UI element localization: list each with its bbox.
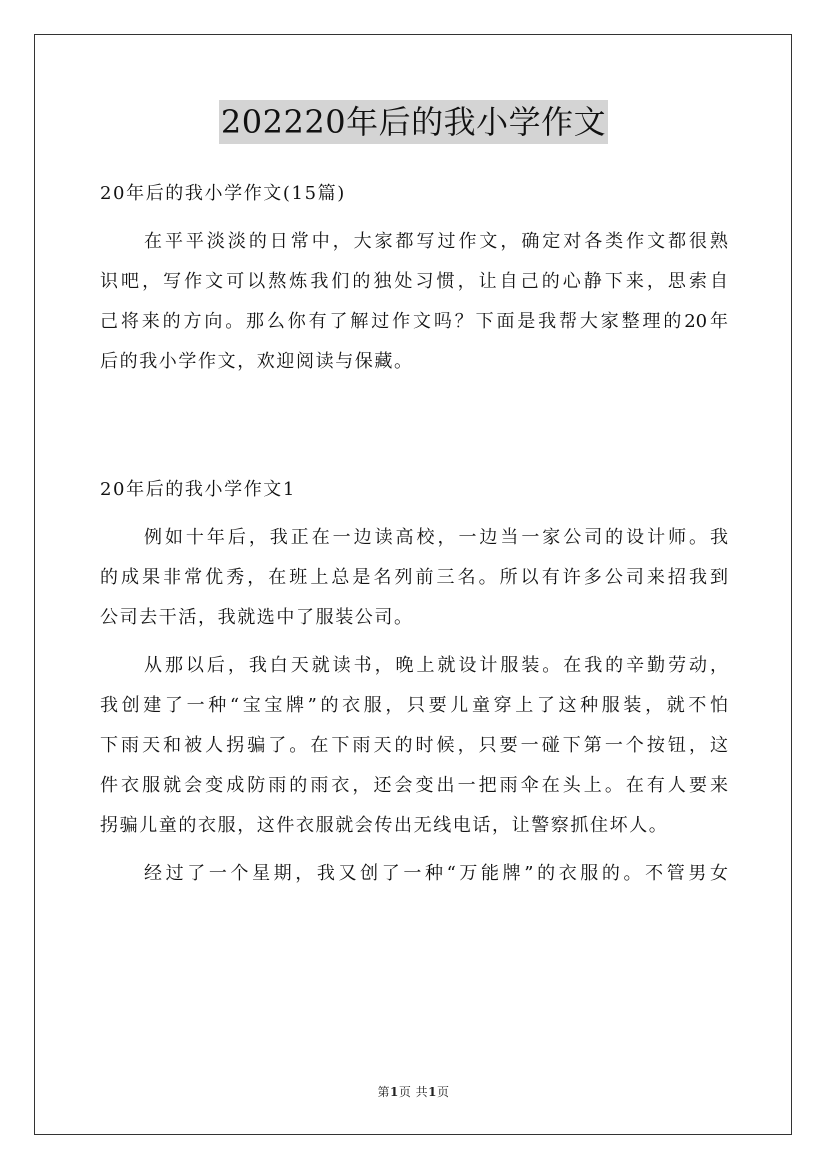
document-title: 202220年后的我小学作文 — [219, 100, 608, 144]
page-total: 1 — [428, 1085, 438, 1099]
section-heading: 20年后的我小学作文1 — [100, 479, 296, 500]
paragraph-line: 拐骗儿童的衣服，这件衣服就会传出无线电话，让警察抓住坏人。 — [100, 815, 669, 836]
intro-line: 后的我小学作文，欢迎阅读与保藏。 — [100, 351, 414, 372]
document-body — [100, 174, 728, 894]
paragraph-line: 公司去干活，我就选中了服装公司。 — [100, 607, 414, 628]
intro-line: 识吧，写作文可以熬炼我们的独处习惯，让自己的心静下来，思索自 — [100, 271, 728, 292]
intro-paragraph — [100, 222, 728, 382]
paragraph-1 — [100, 518, 728, 638]
paragraph-line: 例如十年后，我正在一边读高校，一边当一家公司的设计师。我 — [144, 527, 728, 548]
page-prefix: 第 — [377, 1085, 390, 1099]
paragraph-2 — [100, 646, 728, 846]
title-wrapper — [0, 100, 827, 144]
document-subtitle: 20年后的我小学作文(15篇) — [100, 183, 346, 204]
page-footer — [0, 1083, 827, 1100]
paragraph-3 — [100, 854, 728, 894]
intro-line: 在平平淡淡的日常中，大家都写过作文，确定对各类作文都很熟 — [144, 231, 728, 252]
page-suffix: 页 — [437, 1085, 450, 1099]
paragraph-line: 经过了一个星期，我又创了一种“万能牌”的衣服的。不管男女 — [144, 863, 728, 884]
paragraph-line: 件衣服就会变成防雨的雨衣，还会变出一把雨伞在头上。在有人要来 — [100, 775, 728, 796]
intro-line: 己将来的方向。那么你有了解过作文吗？下面是我帮大家整理的20年 — [100, 311, 728, 332]
page-mid: 页 共 — [398, 1085, 429, 1099]
paragraph-line: 下雨天和被人拐骗了。在下雨天的时候，只要一碰下第一个按钮，这 — [100, 735, 728, 756]
page-current: 1 — [389, 1085, 399, 1099]
paragraph-line: 从那以后，我白天就读书，晚上就设计服装。在我的辛勤劳动， — [144, 655, 728, 676]
paragraph-line: 我创建了一种“宝宝牌”的衣服，只要儿童穿上了这种服装，就不怕 — [100, 695, 728, 716]
paragraph-line: 的成果非常优秀，在班上总是名列前三名。所以有许多公司来招我到 — [100, 567, 728, 588]
